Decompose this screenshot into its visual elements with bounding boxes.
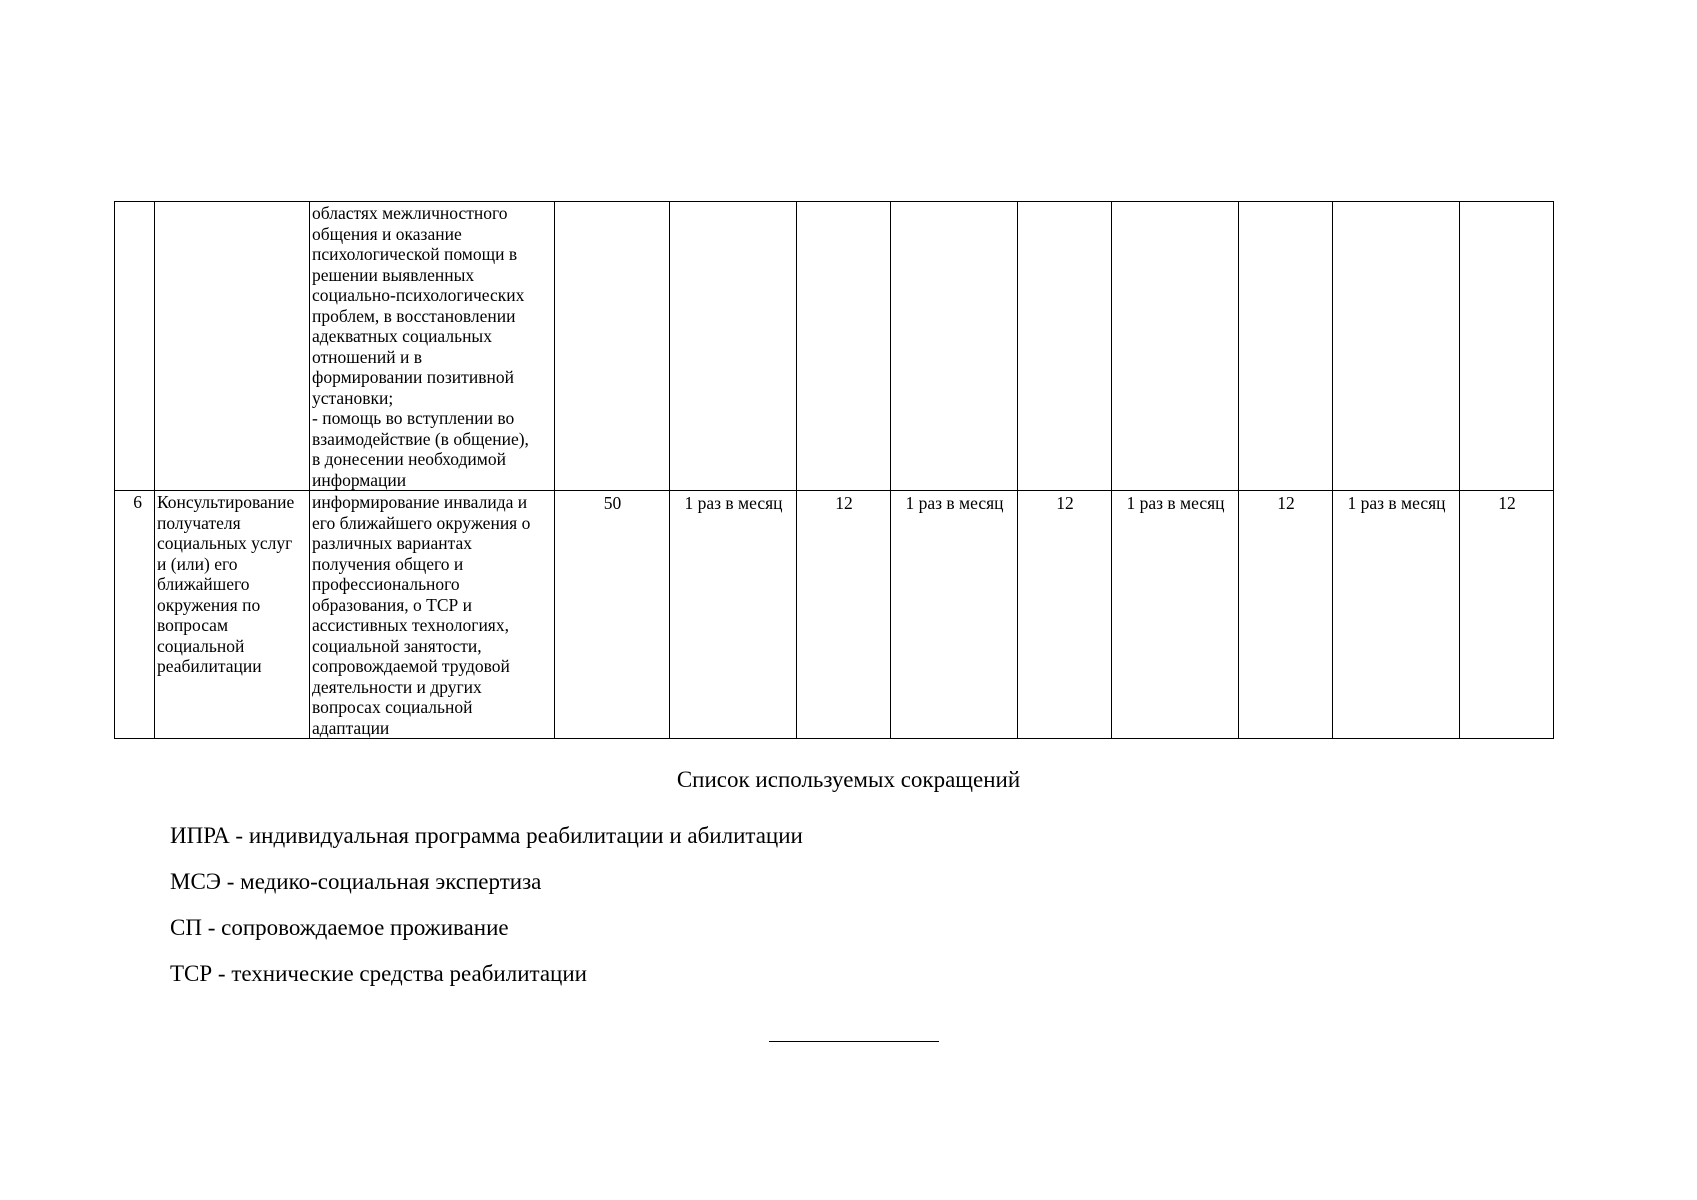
cell-frequency: 1 раз в месяц [1112, 491, 1239, 739]
abbreviation-item: ИПРА - индивидуальная программа реабилитации и абилитации [170, 823, 803, 848]
table-row [115, 491, 1554, 739]
cell-frequency [1112, 202, 1239, 491]
cell-description: информирование инвалида и его ближайшего окружения о различных вариантах получения общего и профессионального образования, о ТСР и ассистивных технологиях, социальной занятости, сопровождаемой трудовой деятельности и других вопросах социальной адаптации [310, 491, 555, 739]
cell-frequency [1333, 202, 1460, 491]
cell-frequency: 1 раз в месяц [670, 491, 797, 739]
cell-count: 12 [797, 491, 891, 739]
cell-number [115, 202, 155, 491]
end-separator-line [769, 1041, 939, 1042]
cell-frequency [670, 202, 797, 491]
cell-frequency: 1 раз в месяц [1333, 491, 1460, 739]
abbreviation-item: СП - сопровождаемое проживание [170, 915, 509, 940]
cell-description: областях межличностного общения и оказание психологической помощи в решении выявленных социально-психологических проблем, в восстановлении адекватных социальных отношений и в формировании позитивной установки; - помощь во вступлении во взаимодействие (в общение), в донесении необходимой информации [310, 202, 555, 491]
cell-frequency [891, 202, 1018, 491]
cell-count: 12 [1018, 491, 1112, 739]
table-row [115, 202, 1554, 491]
cell-service: Консультирование получателя социальных услуг и (или) его ближайшего окружения по вопросам социальной реабилитации [155, 491, 310, 739]
cell-count: 12 [1460, 491, 1554, 739]
cell-volume: 50 [555, 491, 670, 739]
cell-count [1239, 202, 1333, 491]
abbreviation-item: МСЭ - медико-социальная экспертиза [170, 869, 542, 894]
cell-volume [555, 202, 670, 491]
abbreviation-item: ТСР - технические средства реабилитации [170, 961, 587, 986]
cell-count [797, 202, 891, 491]
services-table [114, 201, 1554, 739]
cell-service [155, 202, 310, 491]
cell-frequency: 1 раз в месяц [891, 491, 1018, 739]
cell-count [1018, 202, 1112, 491]
cell-count [1460, 202, 1554, 491]
abbreviations-title: Список используемых сокращений [676, 767, 1021, 792]
cell-count: 12 [1239, 491, 1333, 739]
cell-number: 6 [115, 491, 155, 739]
